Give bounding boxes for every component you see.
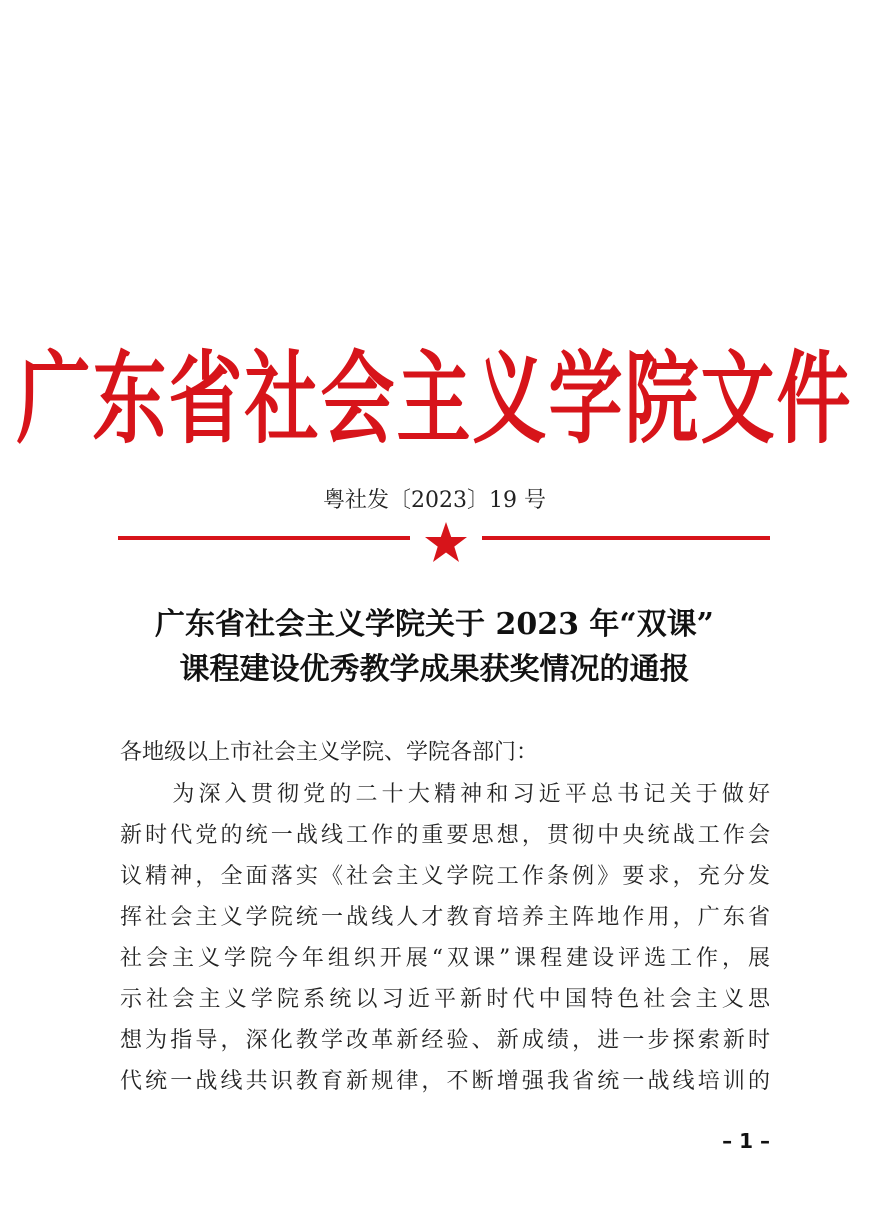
masthead-title: 广东省社会主义学院文件 bbox=[16, 341, 853, 458]
divider-rule-right bbox=[482, 536, 770, 540]
salutation: 各地级以上市社会主义学院、学院各部门： bbox=[120, 740, 539, 765]
notice-title-line-1: 广东省社会主义学院关于 2023 年“双课” bbox=[155, 607, 714, 642]
paragraph-line: 议精神，全面落实《社会主义学院工作条例》要求，充分发 bbox=[120, 864, 770, 889]
paragraph-line: 代统一战线共识教育新规律，不断增强我省统一战线培训的 bbox=[120, 1069, 770, 1094]
paragraph-line: 示社会主义学院系统以习近平新时代中国特色社会主义思 bbox=[120, 987, 770, 1012]
paragraph-line: 挥社会主义学院统一战线人才教育培养主阵地作用，广东省 bbox=[120, 905, 770, 930]
paragraph-line: 新时代党的统一战线工作的重要思想，贯彻中央统战工作会 bbox=[120, 823, 770, 848]
document-number: 粤社发〔2023〕19 号 bbox=[323, 488, 546, 513]
paragraph-line: 想为指导，深化教学改革新经验、新成绩，进一步探索新时 bbox=[120, 1028, 770, 1053]
paragraph-line: 社会主义学院今年组织开展“双课”课程建设评选工作，展 bbox=[120, 946, 770, 971]
star-icon bbox=[424, 521, 468, 563]
page-number: – 1 – bbox=[722, 1129, 770, 1153]
divider-rule-left bbox=[118, 536, 410, 540]
paragraph-line: 为深入贯彻党的二十大精神和习近平总书记关于做好 bbox=[120, 782, 770, 807]
notice-title-line-2: 课程建设优秀教学成果获奖情况的通报 bbox=[179, 652, 690, 687]
